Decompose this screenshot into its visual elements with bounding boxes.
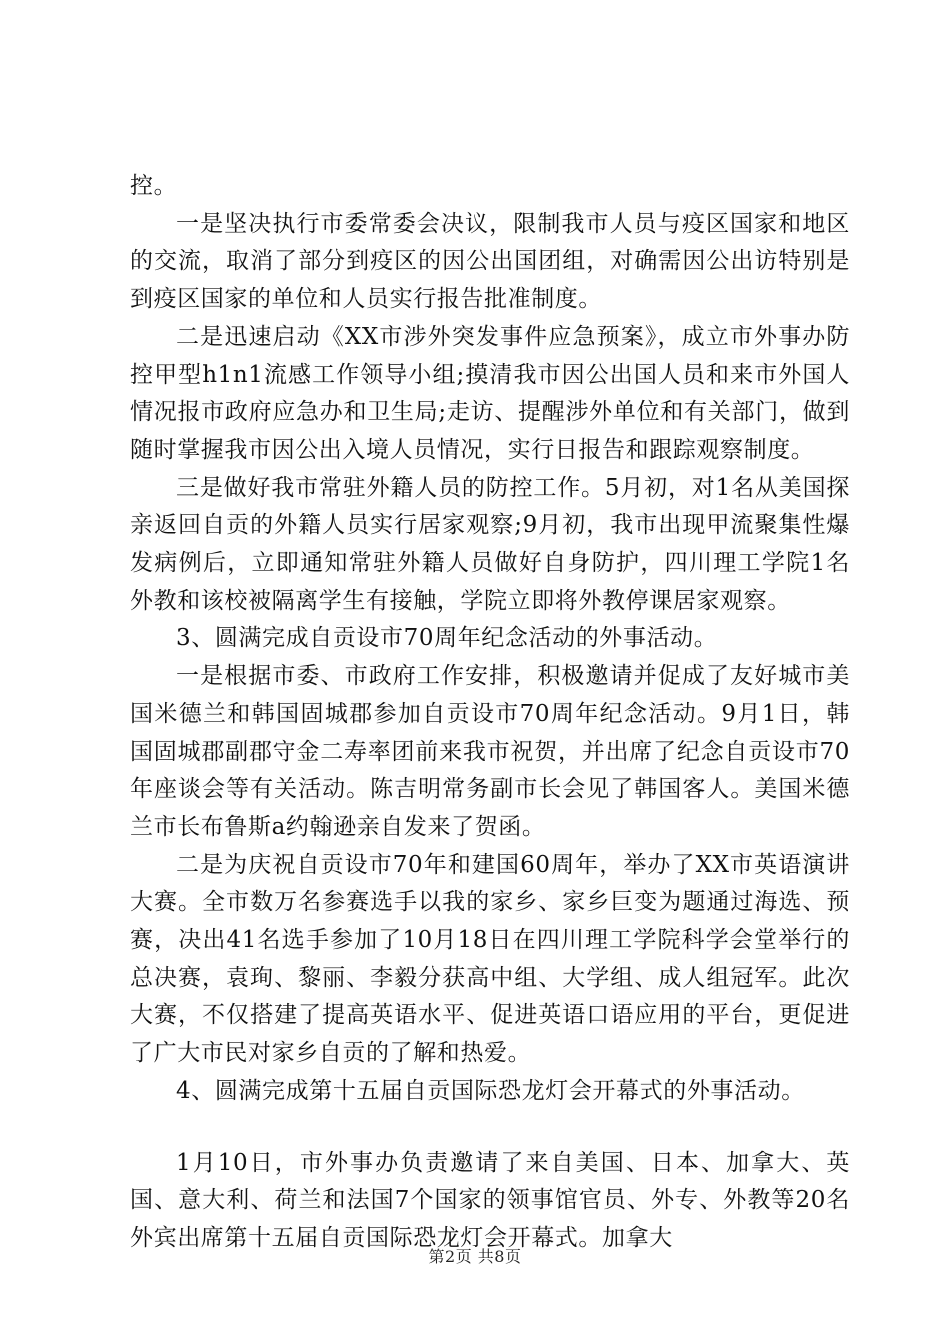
paragraph-english-contest: 二是为庆祝自贡设市70年和建国60周年，举办了XX市英语演讲大赛。全市数万名参赛选手以我的家乡、家乡巨变为题通过海选、预赛，决出41名选手参加了10月18日在四川理工学院科学会堂举行的总决赛，袁珣、黎丽、李毅分获高中组、大学组、成人组冠军。此次大赛，不仅搭建了提高英语水平、促进英语口语应用的平台，更促进了广大市民对家乡自贡的了解和热爱。 [130,851,850,1067]
document-body [130,168,850,1258]
section-heading-anniversary: 3、圆满完成自贡设市70周年纪念活动的外事活动。 [176,625,718,652]
paragraph-continuation: 控。 [130,173,178,199]
paragraph-sister-cities: 一是根据市委、市政府工作安排，积极邀请并促成了友好城市美国米德兰和韩国固城郡参加自贡设市70周年纪念活动。9月1日，韩国固城郡副郡守金二寿率团前来我市祝贺，并出席了纪念自贡设市70年座谈会等有关活动。陈吉明常务副市长会见了韩国客人。美国米德兰市长布鲁斯a约翰逊亲自发来了贺函。 [130,663,850,840]
paragraph-emergency-plan: 二是迅速启动《XX市涉外突发事件应急预案》，成立市外事办防控甲型h1n1流感工作领导小组;摸清我市因公出国人员和来市外国人情况报市政府应急办和卫生局;走访、提醒涉外单位和有关部门，做到随时掌握我市因公出入境人员情况，实行日报告和跟踪观察制度。 [130,323,850,463]
section-heading-lantern-festival: 4、圆满完成第十五届自贡国际恐龙灯会开幕式的外事活动。 [176,1077,805,1104]
paragraph-restrict-exchanges: 一是坚决执行市委常委会决议，限制我市人员与疫区国家和地区的交流，取消了部分到疫区的因公出国团组，对确需因公出访特别是到疫区国家的单位和人员实行报告批准制度。 [130,210,850,313]
page-number-footer: 第2页 共8页 [428,1247,522,1266]
paragraph-lantern-opening: 1月10日，市外事办负责邀请了来自美国、日本、加拿大、英国、意大利、荷兰和法国7个国家的领事馆官员、外专、外教等20名外宾出席第十五届自贡国际恐龙灯会开幕式。加拿大 [130,1149,850,1251]
paragraph-foreign-residents: 三是做好我市常驻外籍人员的防控工作。5月初，对1名从美国探亲返回自贡的外籍人员实行居家观察;9月初，我市出现甲流聚集性爆发病例后，立即通知常驻外籍人员做好自身防护，四川理工学院1名外教和该校被隔离学生有接触，学院立即将外教停课居家观察。 [130,474,850,614]
